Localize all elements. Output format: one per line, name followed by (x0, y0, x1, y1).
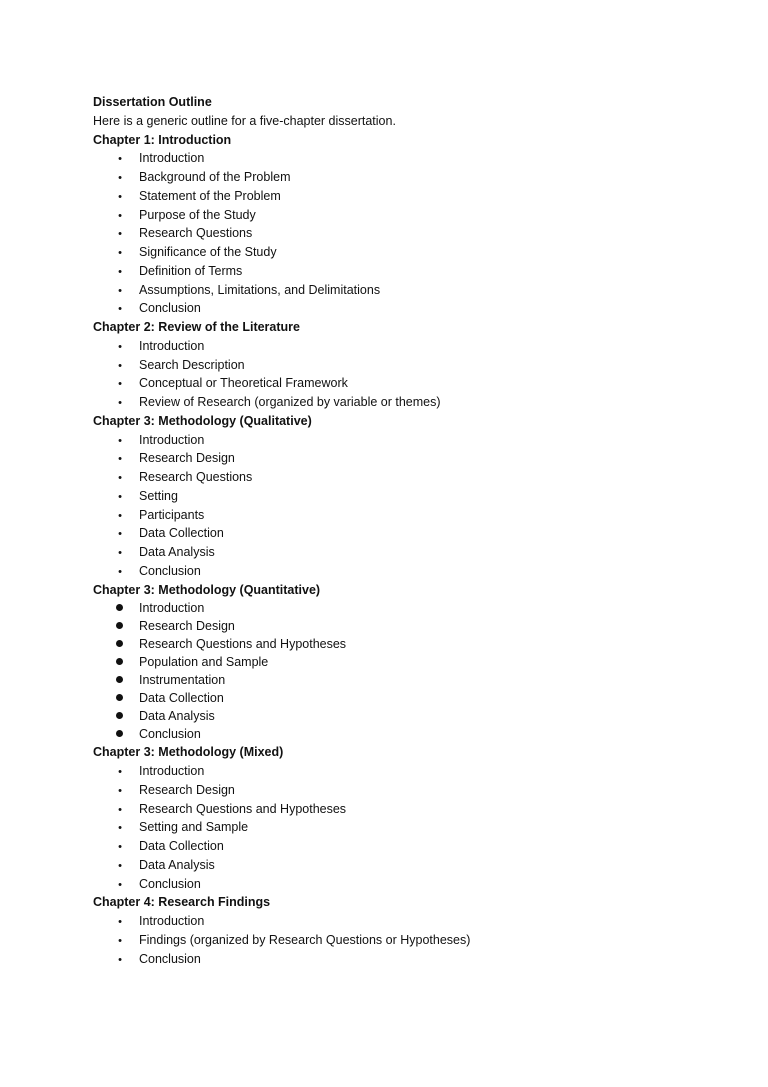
document-title: Dissertation Outline (93, 95, 212, 109)
list-item: • Participants (93, 506, 733, 525)
bullet-icon (115, 449, 125, 469)
bullet-icon (115, 506, 125, 526)
list-item: Instrumentation (139, 673, 226, 688)
bullet-icon (115, 837, 125, 857)
list-item: • Introduction (93, 337, 733, 356)
chapter-item-list (93, 149, 733, 318)
list-item: • Conclusion (93, 950, 733, 969)
list-item: • Introduction (93, 912, 733, 931)
bullet-icon (115, 393, 125, 413)
list-item: • Definition of Terms (93, 262, 733, 281)
bullet-icon (115, 875, 125, 895)
bullet-icon (115, 524, 125, 544)
chapter-item-list (93, 599, 733, 743)
bullet-icon (115, 818, 125, 838)
list-item: Data Collection (139, 691, 224, 706)
bullet-icon (115, 468, 125, 488)
bullet-icon (115, 281, 125, 301)
chapter-heading: Chapter 3: Methodology (Qualitative) (93, 413, 312, 428)
list-item: • Conclusion (93, 299, 733, 318)
list-item: • Conclusion (93, 562, 733, 581)
bullet-icon (115, 543, 125, 563)
list-item: • Purpose of the Study (93, 206, 733, 225)
chapter-heading: Chapter 4: Research Findings (93, 895, 271, 910)
bullet-icon (115, 356, 125, 376)
bullet-icon (115, 931, 125, 951)
bullet-icon (115, 224, 125, 244)
list-item: Research Design (139, 619, 235, 634)
list-item: • Research Questions (93, 468, 733, 487)
bullet-icon (115, 337, 125, 357)
list-item: • Research Design (93, 781, 733, 800)
chapter-item-list (93, 912, 733, 968)
list-item: Population and Sample (139, 655, 269, 670)
bullet-icon (115, 187, 125, 207)
bullet-icon (115, 243, 125, 263)
chapter-item-list (93, 337, 733, 412)
list-item: • Introduction (93, 762, 733, 781)
bullet-icon (115, 487, 125, 507)
list-item: • Data Analysis (93, 856, 733, 875)
list-item: • Conclusion (93, 875, 733, 894)
bullet-icon (115, 149, 125, 169)
bullet-icon (115, 562, 125, 582)
list-item: • Setting (93, 487, 733, 506)
bullet-icon (115, 856, 125, 876)
list-item: Conclusion (139, 727, 201, 742)
list-item: • Setting and Sample (93, 818, 733, 837)
list-item: • Data Analysis (93, 543, 733, 562)
list-item: • Introduction (93, 149, 733, 168)
bullet-icon (115, 206, 125, 226)
chapter-heading: Chapter 2: Review of the Literature (93, 320, 300, 334)
chapter-item-list (93, 762, 733, 893)
chapter-heading: Chapter 3: Methodology (Mixed) (93, 745, 284, 760)
list-item: Research Questions and Hypotheses (139, 637, 347, 652)
bullet-icon (115, 168, 125, 188)
list-item: Introduction (139, 601, 205, 616)
bullet-icon (115, 762, 125, 782)
list-item: • Assumptions, Limitations, and Delimitations (93, 281, 733, 300)
list-item: • Research Design (93, 449, 733, 468)
bullet-icon (115, 262, 125, 282)
list-item: • Statement of the Problem (93, 187, 733, 206)
list-item: Data Analysis (139, 709, 215, 724)
list-item: • Introduction (93, 431, 733, 450)
list-item: • Research Questions (93, 224, 733, 243)
bullet-icon (115, 374, 125, 394)
list-item: • Data Collection (93, 524, 733, 543)
chapter-heading: Chapter 3: Methodology (Quantitative) (93, 582, 321, 597)
list-item: • Background of the Problem (93, 168, 733, 187)
list-item: • Research Questions and Hypotheses (93, 800, 733, 819)
bullet-icon (115, 800, 125, 820)
chapter-item-list (93, 431, 733, 581)
bullet-icon (115, 950, 125, 970)
list-item: • Search Description (93, 356, 733, 375)
bullet-icon (115, 912, 125, 932)
bullet-icon (115, 781, 125, 801)
bullet-icon (115, 431, 125, 451)
list-item: • Review of Research (organized by variable or themes) (93, 393, 733, 412)
list-item: • Conceptual or Theoretical Framework (93, 374, 733, 393)
list-item: • Significance of the Study (93, 243, 733, 262)
chapter-heading: Chapter 1: Introduction (93, 132, 232, 147)
document-page (93, 93, 733, 968)
bullet-icon (115, 299, 125, 319)
list-item: • Data Collection (93, 837, 733, 856)
document-intro: Here is a generic outline for a five-chapter dissertation. (93, 113, 396, 128)
list-item: • Findings (organized by Research Questions or Hypotheses) (93, 931, 733, 950)
